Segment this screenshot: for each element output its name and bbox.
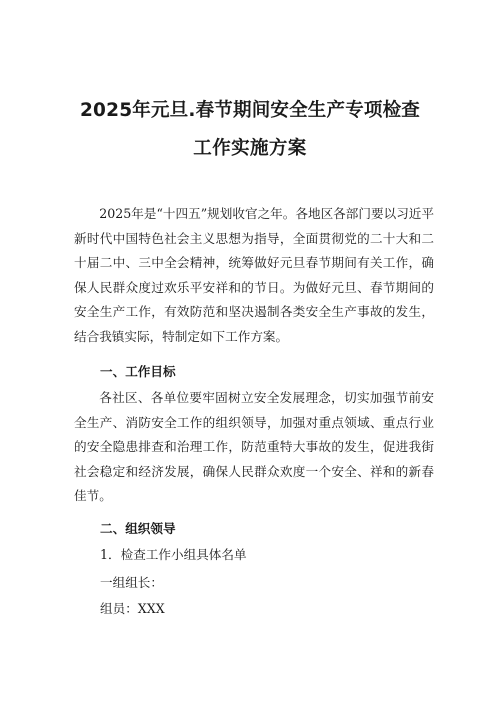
document-title-line2: 工作实施方案 <box>193 138 307 159</box>
section-heading-goals: 一、工作目标 <box>100 364 176 379</box>
document-title-line1: 2025年元旦.春节期间安全生产专项检查 <box>79 100 421 121</box>
intro-paragraph: 2025年是“十四五”规划收官之年。各地区各部门要以习近平新时代中国特色社会主义思想为指导，全面贯彻党的二十大和二十届二中、三中全会精神，统筹做好元旦春节期间有关工作，确保人民群众度过欢乐平安祥和的节日。为做好元旦、春节期间的安全生产工作，有效防范和坚决遏制各类安全生产事故的发生，结合我镇实际，特制定如下工作方案。 <box>74 206 434 344</box>
list-item-inspection-group: 1．检查工作小组具体名单 <box>100 547 247 562</box>
group-members-line: 组员：XXX <box>100 601 165 616</box>
group-leader-line: 一组组长： <box>100 575 163 590</box>
section-heading-organization: 二、组织领导 <box>100 521 176 536</box>
goals-paragraph: 各社区、各单位要牢固树立安全发展理念，切实加强节前安全生产、消防安全工作的组织领导，加强对重点领域、重点行业的安全隐患排查和治理工作，防范重特大事故的发生，促进我街社会稳定和经济发展，确保人民群众欢度一个安全、祥和的新春佳节。 <box>74 390 434 504</box>
